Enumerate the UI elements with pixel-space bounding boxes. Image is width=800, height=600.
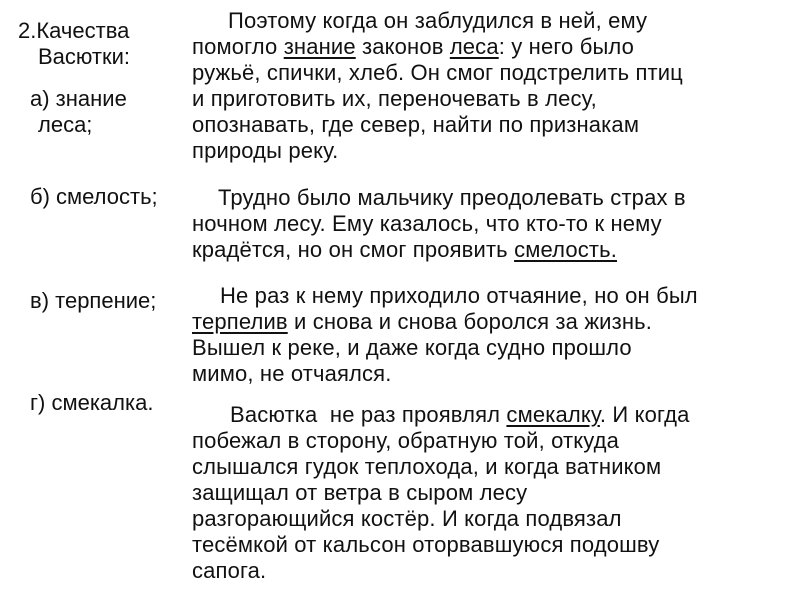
paragraph-line: Вышел к реке, и даже когда судно прошло	[192, 335, 632, 360]
quality-label-courage: б) смелость;	[30, 184, 158, 209]
paragraph-line	[192, 402, 792, 428]
paragraph-courage	[192, 185, 792, 263]
paragraph-line: защищал от ветра в сыром лесу	[192, 480, 528, 505]
paragraph-line: ночном лесу. Ему казалось, что кто-то к нему	[192, 211, 662, 236]
label-a-line-2: леса;	[38, 112, 93, 137]
text-run: и снова и снова боролся за жизнь.	[287, 309, 653, 334]
heading-line-2: Васютки:	[38, 44, 131, 69]
label-a-line-1: а) знание	[30, 86, 127, 111]
paragraph-ingenuity	[192, 402, 792, 584]
text-run: Васютка не раз проявлял	[230, 402, 507, 427]
underlined-word: леса	[449, 34, 499, 59]
underlined-word: смекалку	[506, 402, 600, 427]
paragraph-line: ружьё, спички, хлеб. Он смог подстрелить птиц	[192, 60, 683, 85]
section-heading	[18, 18, 130, 70]
underlined-word: смелость.	[514, 237, 618, 262]
paragraph-patience	[192, 283, 792, 387]
paragraph-line: мимо, не отчаялся.	[192, 361, 392, 386]
text-run: . И когда	[599, 402, 690, 427]
paragraph-line: побежал в сторону, обратную той, откуда	[192, 428, 620, 453]
paragraph-line: тесёмкой от кальсон оторвавшуюся подошву	[192, 532, 660, 557]
text-run: законов	[355, 34, 450, 59]
paragraph-knowledge	[192, 8, 792, 164]
paragraph-line: сапога.	[192, 558, 267, 583]
paragraph-line: Трудно было мальчику преодолевать страх в	[218, 185, 686, 210]
heading-line-1: 2.Качества	[18, 18, 130, 43]
paragraph-line	[192, 237, 792, 263]
paragraph-line: слышался гудок теплохода, и когда ватником	[192, 454, 662, 479]
paragraph-line: разгорающийся костёр. И когда подвязал	[192, 506, 622, 531]
paragraph-line: Не раз к нему приходило отчаяние, но он был	[220, 283, 698, 308]
quality-label-knowledge	[30, 86, 127, 138]
underlined-word: знание	[283, 34, 356, 59]
text-run: помогло	[192, 34, 284, 59]
paragraph-line: опознавать, где север, найти по признакам	[192, 112, 640, 137]
paragraph-line: Поэтому когда он заблудился в ней, ему	[228, 8, 648, 33]
paragraph-line	[192, 34, 792, 60]
quality-label-ingenuity: г) смекалка.	[30, 390, 154, 415]
text-run: : у него было	[498, 34, 635, 59]
paragraph-line: и приготовить их, переночевать в лесу,	[192, 86, 597, 111]
underlined-word: терпелив	[192, 309, 288, 334]
paragraph-line: природы реку.	[192, 138, 339, 163]
text-run: крадётся, но он смог проявить	[192, 237, 515, 262]
paragraph-line	[192, 309, 792, 335]
quality-label-patience: в) терпение;	[30, 288, 157, 313]
